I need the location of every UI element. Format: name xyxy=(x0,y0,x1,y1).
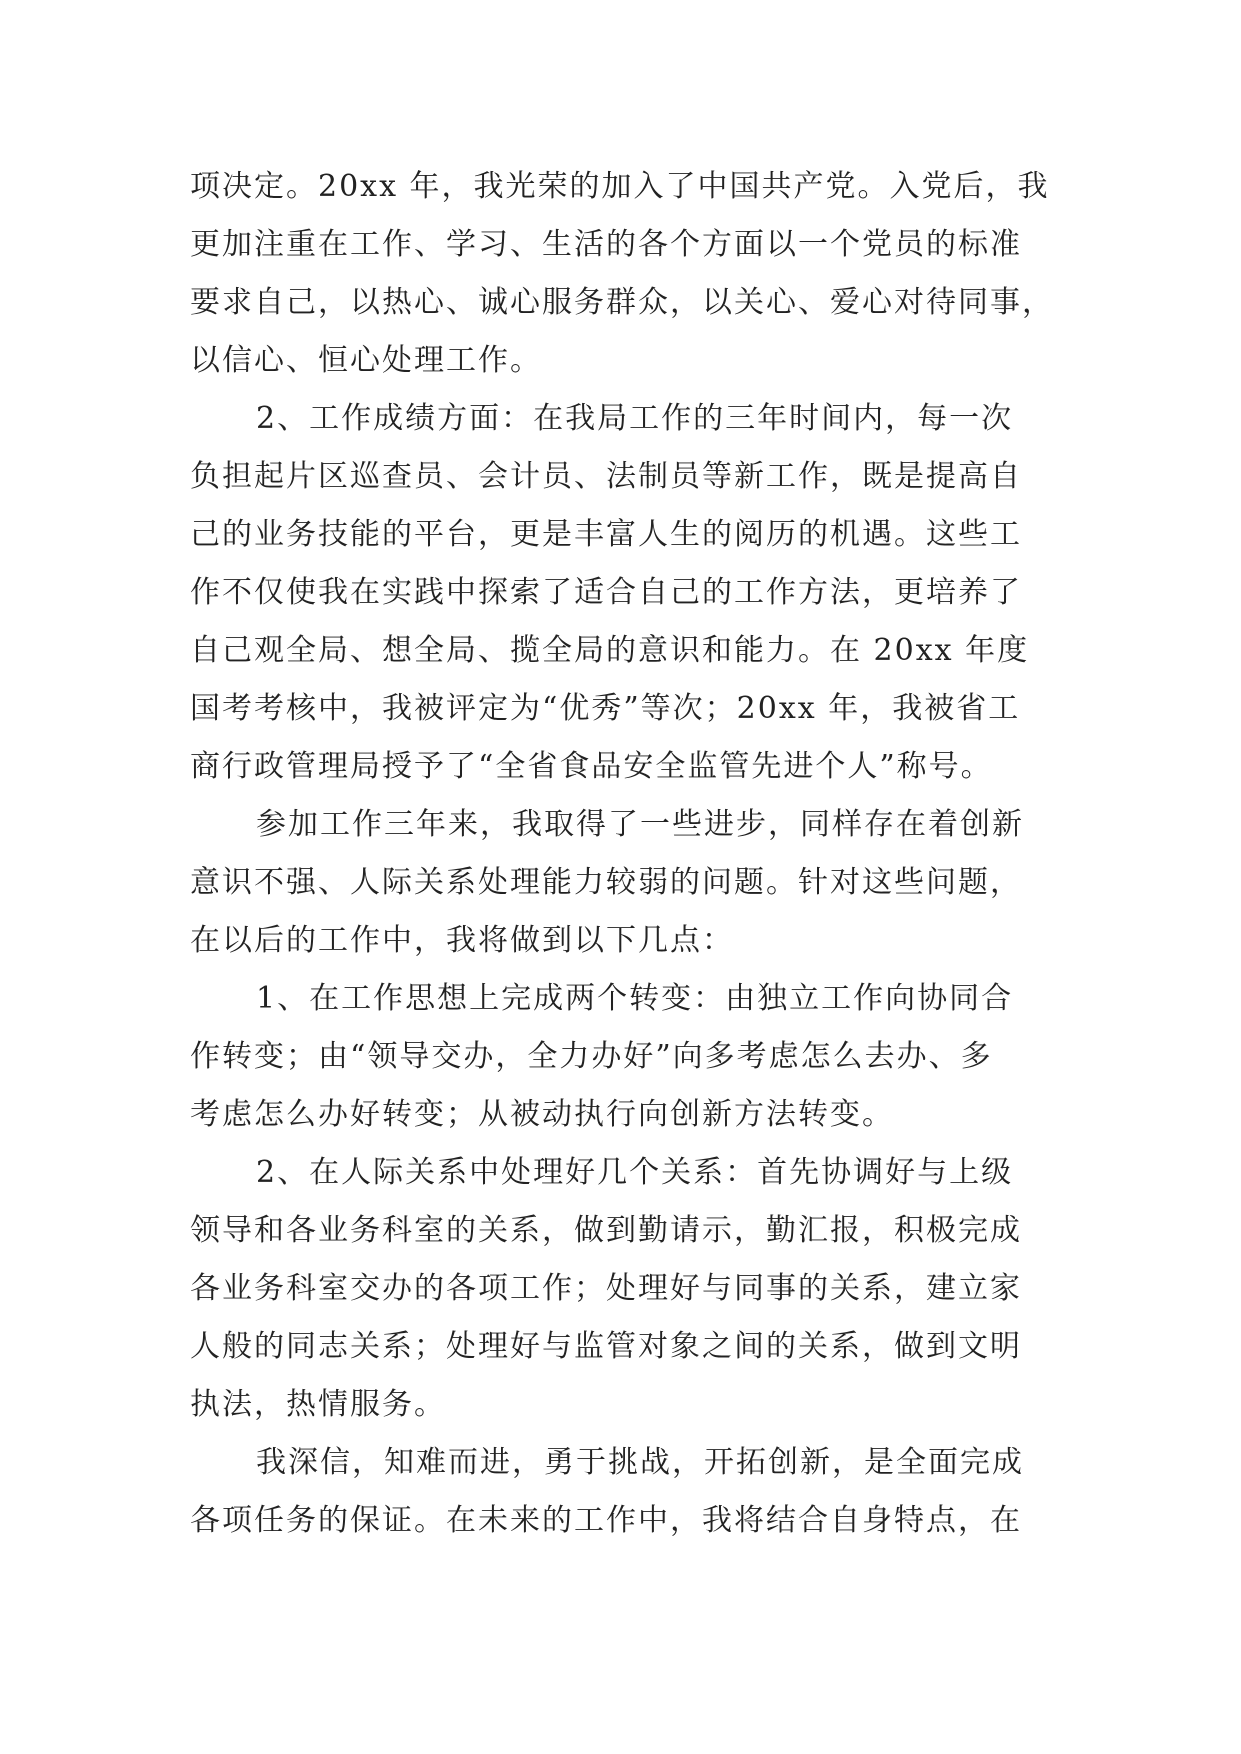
text-line: 在以后的工作中，我将做到以下几点： xyxy=(190,923,734,958)
text-line: 人般的同志关系；处理好与监管对象之间的关系，做到文明 xyxy=(190,1329,1022,1364)
text-line: 各项任务的保证。在未来的工作中，我将结合自身特点，在 xyxy=(190,1503,1022,1538)
text-line: 领导和各业务科室的关系，做到勤请示，勤汇报，积极完成 xyxy=(190,1213,1022,1248)
text-line: 以信心、恒心处理工作。 xyxy=(190,343,542,378)
text-line: 自己观全局、想全局、揽全局的意识和能力。在 20xx 年度 xyxy=(190,633,1030,668)
paragraph-start-line: 2、工作成绩方面：在我局工作的三年时间内，每一次 xyxy=(256,401,1014,436)
text-line: 各业务科室交办的各项工作；处理好与同事的关系，建立家 xyxy=(190,1271,1022,1306)
text-line: 执法，热情服务。 xyxy=(190,1387,446,1422)
text-line: 考虑怎么办好转变；从被动执行向创新方法转变。 xyxy=(190,1097,894,1132)
text-line: 更加注重在工作、学习、生活的各个方面以一个党员的标准 xyxy=(190,227,1022,262)
text-line: 要求自己，以热心、诚心服务群众，以关心、爱心对待同事， xyxy=(190,285,1054,320)
document-body xyxy=(190,158,1070,1550)
text-line: 负担起片区巡查员、会计员、法制员等新工作，既是提高自 xyxy=(190,459,1022,494)
text-line: 意识不强、人际关系处理能力较弱的问题。针对这些问题， xyxy=(190,865,1022,900)
text-line: 项决定。20xx 年，我光荣的加入了中国共产党。入党后，我 xyxy=(190,169,1050,204)
text-line: 商行政管理局授予了“全省食品安全监管先进个人”称号。 xyxy=(190,749,993,784)
text-line: 己的业务技能的平台，更是丰富人生的阅历的机遇。这些工 xyxy=(190,517,1022,552)
paragraph-start-line: 1、在工作思想上完成两个转变：由独立工作向协同合 xyxy=(256,981,1014,1016)
text-line: 作不仅使我在实践中探索了适合自己的工作方法，更培养了 xyxy=(190,575,1022,610)
text-line: 作转变；由“领导交办，全力办好”向多考虑怎么去办、多 xyxy=(190,1039,993,1074)
paragraph-start-line: 我深信，知难而进，勇于挑战，开拓创新，是全面完成 xyxy=(256,1445,1024,1480)
paragraph-start-line: 2、在人际关系中处理好几个关系：首先协调好与上级 xyxy=(256,1155,1014,1190)
paragraph-start-line: 参加工作三年来，我取得了一些进步，同样存在着创新 xyxy=(256,807,1024,842)
text-line: 国考考核中，我被评定为“优秀”等次；20xx 年，我被省工 xyxy=(190,691,1021,726)
